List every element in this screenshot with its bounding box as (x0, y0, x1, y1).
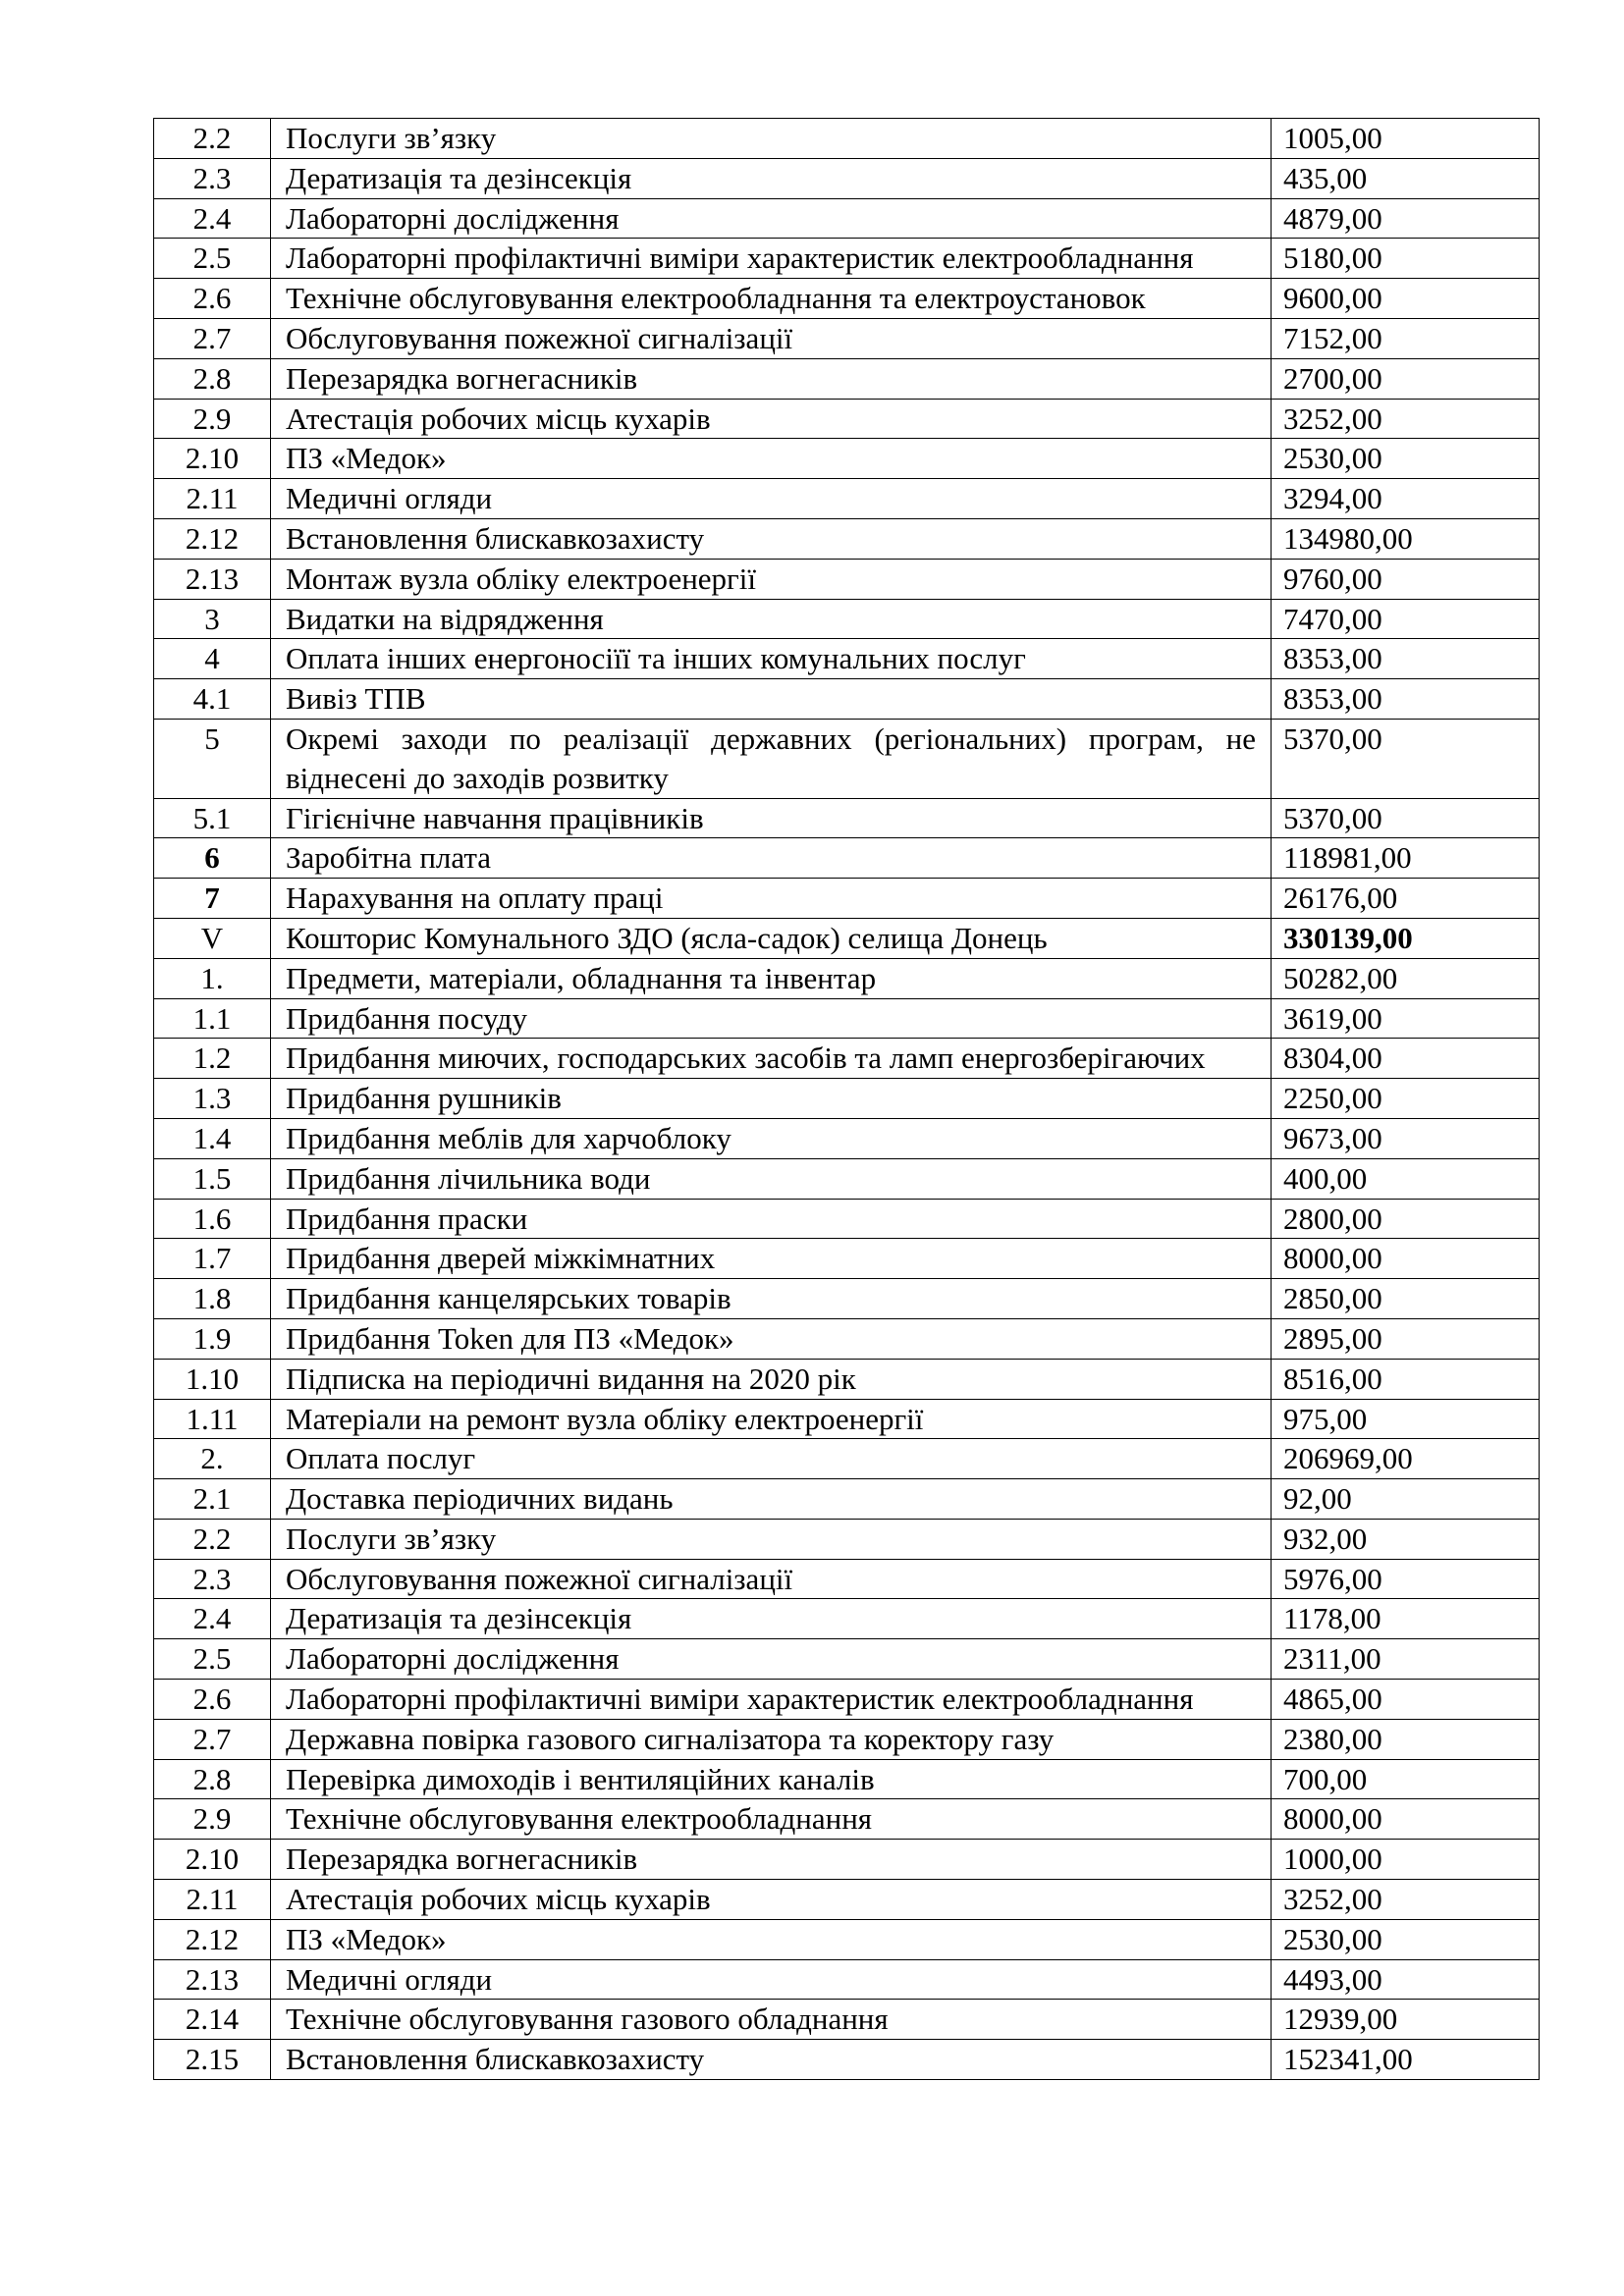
row-description-cell: Обслуговування пожежної сигналізації (271, 1559, 1272, 1599)
table-row (154, 1158, 1540, 1199)
table-row (154, 838, 1540, 879)
row-description-cell: Доставка періодичних видань (271, 1479, 1272, 1520)
table-row (154, 1079, 1540, 1119)
table-row (154, 1959, 1540, 2000)
table-row (154, 1759, 1540, 1799)
row-number-cell: 1.10 (154, 1359, 271, 1399)
row-amount-cell: 8516,00 (1272, 1359, 1540, 1399)
row-description-cell: Нарахування на оплату праці (271, 879, 1272, 919)
row-amount-cell: 2530,00 (1272, 1919, 1540, 1959)
row-number-cell: 2.4 (154, 1599, 271, 1639)
row-number-cell: 2.10 (154, 1840, 271, 1880)
row-number-cell: 4 (154, 639, 271, 679)
row-amount-cell: 152341,00 (1272, 2040, 1540, 2080)
row-amount-cell: 8353,00 (1272, 679, 1540, 720)
table-row (154, 399, 1540, 439)
row-number-cell: 1.1 (154, 998, 271, 1039)
table-row (154, 1519, 1540, 1559)
table-row (154, 1599, 1540, 1639)
row-number-cell: V (154, 918, 271, 958)
row-amount-cell: 975,00 (1272, 1399, 1540, 1439)
table-row (154, 1799, 1540, 1840)
row-number-cell: 1.4 (154, 1118, 271, 1158)
row-amount-cell: 8304,00 (1272, 1039, 1540, 1079)
row-number-cell: 2.8 (154, 1759, 271, 1799)
row-amount-cell: 2311,00 (1272, 1639, 1540, 1680)
row-number-cell: 2.11 (154, 1880, 271, 1920)
budget-table-body (154, 119, 1540, 2080)
row-amount-cell: 2700,00 (1272, 358, 1540, 399)
row-amount-cell: 1178,00 (1272, 1599, 1540, 1639)
row-description-cell: Придбання канцелярських товарів (271, 1279, 1272, 1319)
table-row (154, 639, 1540, 679)
table-row (154, 318, 1540, 358)
row-number-cell: 2.6 (154, 1680, 271, 1720)
table-row (154, 2040, 1540, 2080)
row-amount-cell: 4879,00 (1272, 198, 1540, 239)
row-description-cell: Матеріали на ремонт вузла обліку електроенергії (271, 1399, 1272, 1439)
row-amount-cell: 2895,00 (1272, 1318, 1540, 1359)
row-description-cell: Оплата послуг (271, 1439, 1272, 1479)
row-amount-cell: 2250,00 (1272, 1079, 1540, 1119)
row-description-cell: Придбання дверей міжкімнатних (271, 1239, 1272, 1279)
table-row (154, 158, 1540, 198)
row-number-cell: 2.5 (154, 1639, 271, 1680)
row-description-cell: Предмети, матеріали, обладнання та інвентар (271, 958, 1272, 998)
table-row (154, 599, 1540, 639)
table-row (154, 358, 1540, 399)
row-number-cell: 2.13 (154, 1959, 271, 2000)
table-row (154, 958, 1540, 998)
table-row (154, 1118, 1540, 1158)
table-row (154, 1719, 1540, 1759)
row-number-cell: 2.15 (154, 2040, 271, 2080)
table-row (154, 119, 1540, 159)
row-description-cell: Придбання рушників (271, 1079, 1272, 1119)
row-number-cell: 2.13 (154, 559, 271, 599)
row-number-cell: 1.5 (154, 1158, 271, 1199)
row-number-cell: 1.3 (154, 1079, 271, 1119)
row-description-cell: Перевірка димоходів і вентиляційних каналів (271, 1759, 1272, 1799)
table-row (154, 479, 1540, 519)
row-description-cell: Придбання посуду (271, 998, 1272, 1039)
row-amount-cell: 5370,00 (1272, 719, 1540, 798)
row-description-cell: Лабораторні профілактичні виміри характеристик електрообладнання (271, 1680, 1272, 1720)
table-row (154, 1039, 1540, 1079)
row-amount-cell: 206969,00 (1272, 1439, 1540, 1479)
table-row (154, 1399, 1540, 1439)
table-row (154, 198, 1540, 239)
row-number-cell: 2.14 (154, 2000, 271, 2040)
row-number-cell: 7 (154, 879, 271, 919)
row-number-cell: 2.9 (154, 399, 271, 439)
table-row (154, 1919, 1540, 1959)
row-description-cell: Послуги зв’язку (271, 119, 1272, 159)
row-amount-cell: 8000,00 (1272, 1799, 1540, 1840)
row-amount-cell: 3252,00 (1272, 399, 1540, 439)
row-description-cell: Технічне обслуговування електрообладнання (271, 1799, 1272, 1840)
row-number-cell: 2.7 (154, 318, 271, 358)
table-row (154, 1880, 1540, 1920)
table-row (154, 518, 1540, 559)
table-row (154, 879, 1540, 919)
row-description-cell: Кошторис Комунального ЗДО (ясла-садок) селища Донець (271, 918, 1272, 958)
row-amount-cell: 3619,00 (1272, 998, 1540, 1039)
table-row (154, 1840, 1540, 1880)
row-description-cell: Перезарядка вогнегасників (271, 1840, 1272, 1880)
row-amount-cell: 3294,00 (1272, 479, 1540, 519)
row-description-cell: Дератизація та дезінсекція (271, 158, 1272, 198)
row-number-cell: 2.12 (154, 518, 271, 559)
row-number-cell: 1.2 (154, 1039, 271, 1079)
budget-table (153, 118, 1540, 2080)
row-amount-cell: 4865,00 (1272, 1680, 1540, 1720)
row-description-cell: Придбання меблів для харчоблоку (271, 1118, 1272, 1158)
row-number-cell: 6 (154, 838, 271, 879)
row-description-cell: Встановлення блискавкозахисту (271, 2040, 1272, 2080)
row-amount-cell: 1005,00 (1272, 119, 1540, 159)
row-number-cell: 4.1 (154, 679, 271, 720)
row-amount-cell: 134980,00 (1272, 518, 1540, 559)
row-amount-cell: 4493,00 (1272, 1959, 1540, 2000)
row-number-cell: 2.2 (154, 119, 271, 159)
row-number-cell: 2.8 (154, 358, 271, 399)
row-amount-cell: 932,00 (1272, 1519, 1540, 1559)
row-description-cell: Технічне обслуговування електрообладнання та електроустановок (271, 279, 1272, 319)
row-amount-cell: 330139,00 (1272, 918, 1540, 958)
table-row (154, 239, 1540, 279)
row-amount-cell: 1000,00 (1272, 1840, 1540, 1880)
row-description-cell: Встановлення блискавкозахисту (271, 518, 1272, 559)
table-row (154, 439, 1540, 479)
row-number-cell: 2. (154, 1439, 271, 1479)
row-amount-cell: 3252,00 (1272, 1880, 1540, 1920)
row-number-cell: 2.10 (154, 439, 271, 479)
row-amount-cell: 435,00 (1272, 158, 1540, 198)
row-amount-cell: 5370,00 (1272, 798, 1540, 838)
row-amount-cell: 2850,00 (1272, 1279, 1540, 1319)
table-row (154, 1559, 1540, 1599)
row-description-cell: ПЗ «Медок» (271, 1919, 1272, 1959)
row-amount-cell: 12939,00 (1272, 2000, 1540, 2040)
row-amount-cell: 8353,00 (1272, 639, 1540, 679)
row-description-cell: Медичні огляди (271, 479, 1272, 519)
row-number-cell: 5 (154, 719, 271, 798)
row-amount-cell: 9600,00 (1272, 279, 1540, 319)
table-row (154, 918, 1540, 958)
row-description-cell: Атестація робочих місць кухарів (271, 1880, 1272, 1920)
row-description-cell: Придбання лічильника води (271, 1158, 1272, 1199)
row-number-cell: 1.7 (154, 1239, 271, 1279)
table-row (154, 559, 1540, 599)
table-row (154, 1359, 1540, 1399)
row-amount-cell: 7470,00 (1272, 599, 1540, 639)
row-amount-cell: 5976,00 (1272, 1559, 1540, 1599)
row-amount-cell: 2380,00 (1272, 1719, 1540, 1759)
row-amount-cell: 8000,00 (1272, 1239, 1540, 1279)
row-description-cell: Монтаж вузла обліку електроенергії (271, 559, 1272, 599)
row-number-cell: 1.8 (154, 1279, 271, 1319)
row-amount-cell: 700,00 (1272, 1759, 1540, 1799)
row-number-cell: 1.9 (154, 1318, 271, 1359)
row-number-cell: 2.3 (154, 1559, 271, 1599)
row-number-cell: 2.1 (154, 1479, 271, 1520)
table-row (154, 798, 1540, 838)
row-number-cell: 1.11 (154, 1399, 271, 1439)
row-amount-cell: 400,00 (1272, 1158, 1540, 1199)
row-amount-cell: 50282,00 (1272, 958, 1540, 998)
row-amount-cell: 9673,00 (1272, 1118, 1540, 1158)
row-description-cell: Лабораторні дослідження (271, 198, 1272, 239)
row-description-cell: Обслуговування пожежної сигналізації (271, 318, 1272, 358)
row-description-cell: Технічне обслуговування газового обладнання (271, 2000, 1272, 2040)
table-row (154, 998, 1540, 1039)
row-number-cell: 2.9 (154, 1799, 271, 1840)
table-row (154, 279, 1540, 319)
row-number-cell: 2.2 (154, 1519, 271, 1559)
row-description-cell: Придбання Token для ПЗ «Медок» (271, 1318, 1272, 1359)
row-number-cell: 2.7 (154, 1719, 271, 1759)
row-number-cell: 2.3 (154, 158, 271, 198)
row-amount-cell: 7152,00 (1272, 318, 1540, 358)
row-number-cell: 2.12 (154, 1919, 271, 1959)
row-number-cell: 5.1 (154, 798, 271, 838)
row-amount-cell: 92,00 (1272, 1479, 1540, 1520)
table-row (154, 1680, 1540, 1720)
row-amount-cell: 2530,00 (1272, 439, 1540, 479)
row-number-cell: 1.6 (154, 1199, 271, 1239)
row-number-cell: 3 (154, 599, 271, 639)
row-description-cell: Окремі заходи по реалізації державних (регіональних) програм, не віднесені до заходів розвитку (271, 719, 1272, 798)
row-number-cell: 2.11 (154, 479, 271, 519)
row-description-cell: Придбання миючих, господарських засобів та ламп енергозберігаючих (271, 1039, 1272, 1079)
table-row (154, 1479, 1540, 1520)
row-amount-cell: 9760,00 (1272, 559, 1540, 599)
table-row (154, 2000, 1540, 2040)
table-row (154, 1639, 1540, 1680)
row-amount-cell: 2800,00 (1272, 1199, 1540, 1239)
row-number-cell: 2.6 (154, 279, 271, 319)
row-description-cell: Лабораторні профілактичні виміри характеристик електрообладнання (271, 239, 1272, 279)
row-description-cell: Гігієнічне навчання працівників (271, 798, 1272, 838)
row-amount-cell: 26176,00 (1272, 879, 1540, 919)
table-row (154, 1318, 1540, 1359)
row-description-cell: Послуги зв’язку (271, 1519, 1272, 1559)
row-description-cell: Заробітна плата (271, 838, 1272, 879)
row-description-cell: Вивіз ТПВ (271, 679, 1272, 720)
row-description-cell: Оплата інших енергоносіїї та інших комунальних послуг (271, 639, 1272, 679)
row-description-cell: Перезарядка вогнегасників (271, 358, 1272, 399)
row-description-cell: Підписка на періодичні видання на 2020 рік (271, 1359, 1272, 1399)
table-row (154, 1279, 1540, 1319)
table-row (154, 679, 1540, 720)
row-description-cell: ПЗ «Медок» (271, 439, 1272, 479)
row-description-cell: Атестація робочих місць кухарів (271, 399, 1272, 439)
row-description-cell: Медичні огляди (271, 1959, 1272, 2000)
table-row (154, 719, 1540, 798)
row-description-cell: Державна повірка газового сигналізатора та коректору газу (271, 1719, 1272, 1759)
row-number-cell: 1. (154, 958, 271, 998)
row-number-cell: 2.4 (154, 198, 271, 239)
table-row (154, 1199, 1540, 1239)
row-description-cell: Видатки на відрядження (271, 599, 1272, 639)
row-description-cell: Дератизація та дезінсекція (271, 1599, 1272, 1639)
row-number-cell: 2.5 (154, 239, 271, 279)
row-description-cell: Придбання праски (271, 1199, 1272, 1239)
table-row (154, 1439, 1540, 1479)
row-amount-cell: 118981,00 (1272, 838, 1540, 879)
row-amount-cell: 5180,00 (1272, 239, 1540, 279)
table-row (154, 1239, 1540, 1279)
row-description-cell: Лабораторні дослідження (271, 1639, 1272, 1680)
